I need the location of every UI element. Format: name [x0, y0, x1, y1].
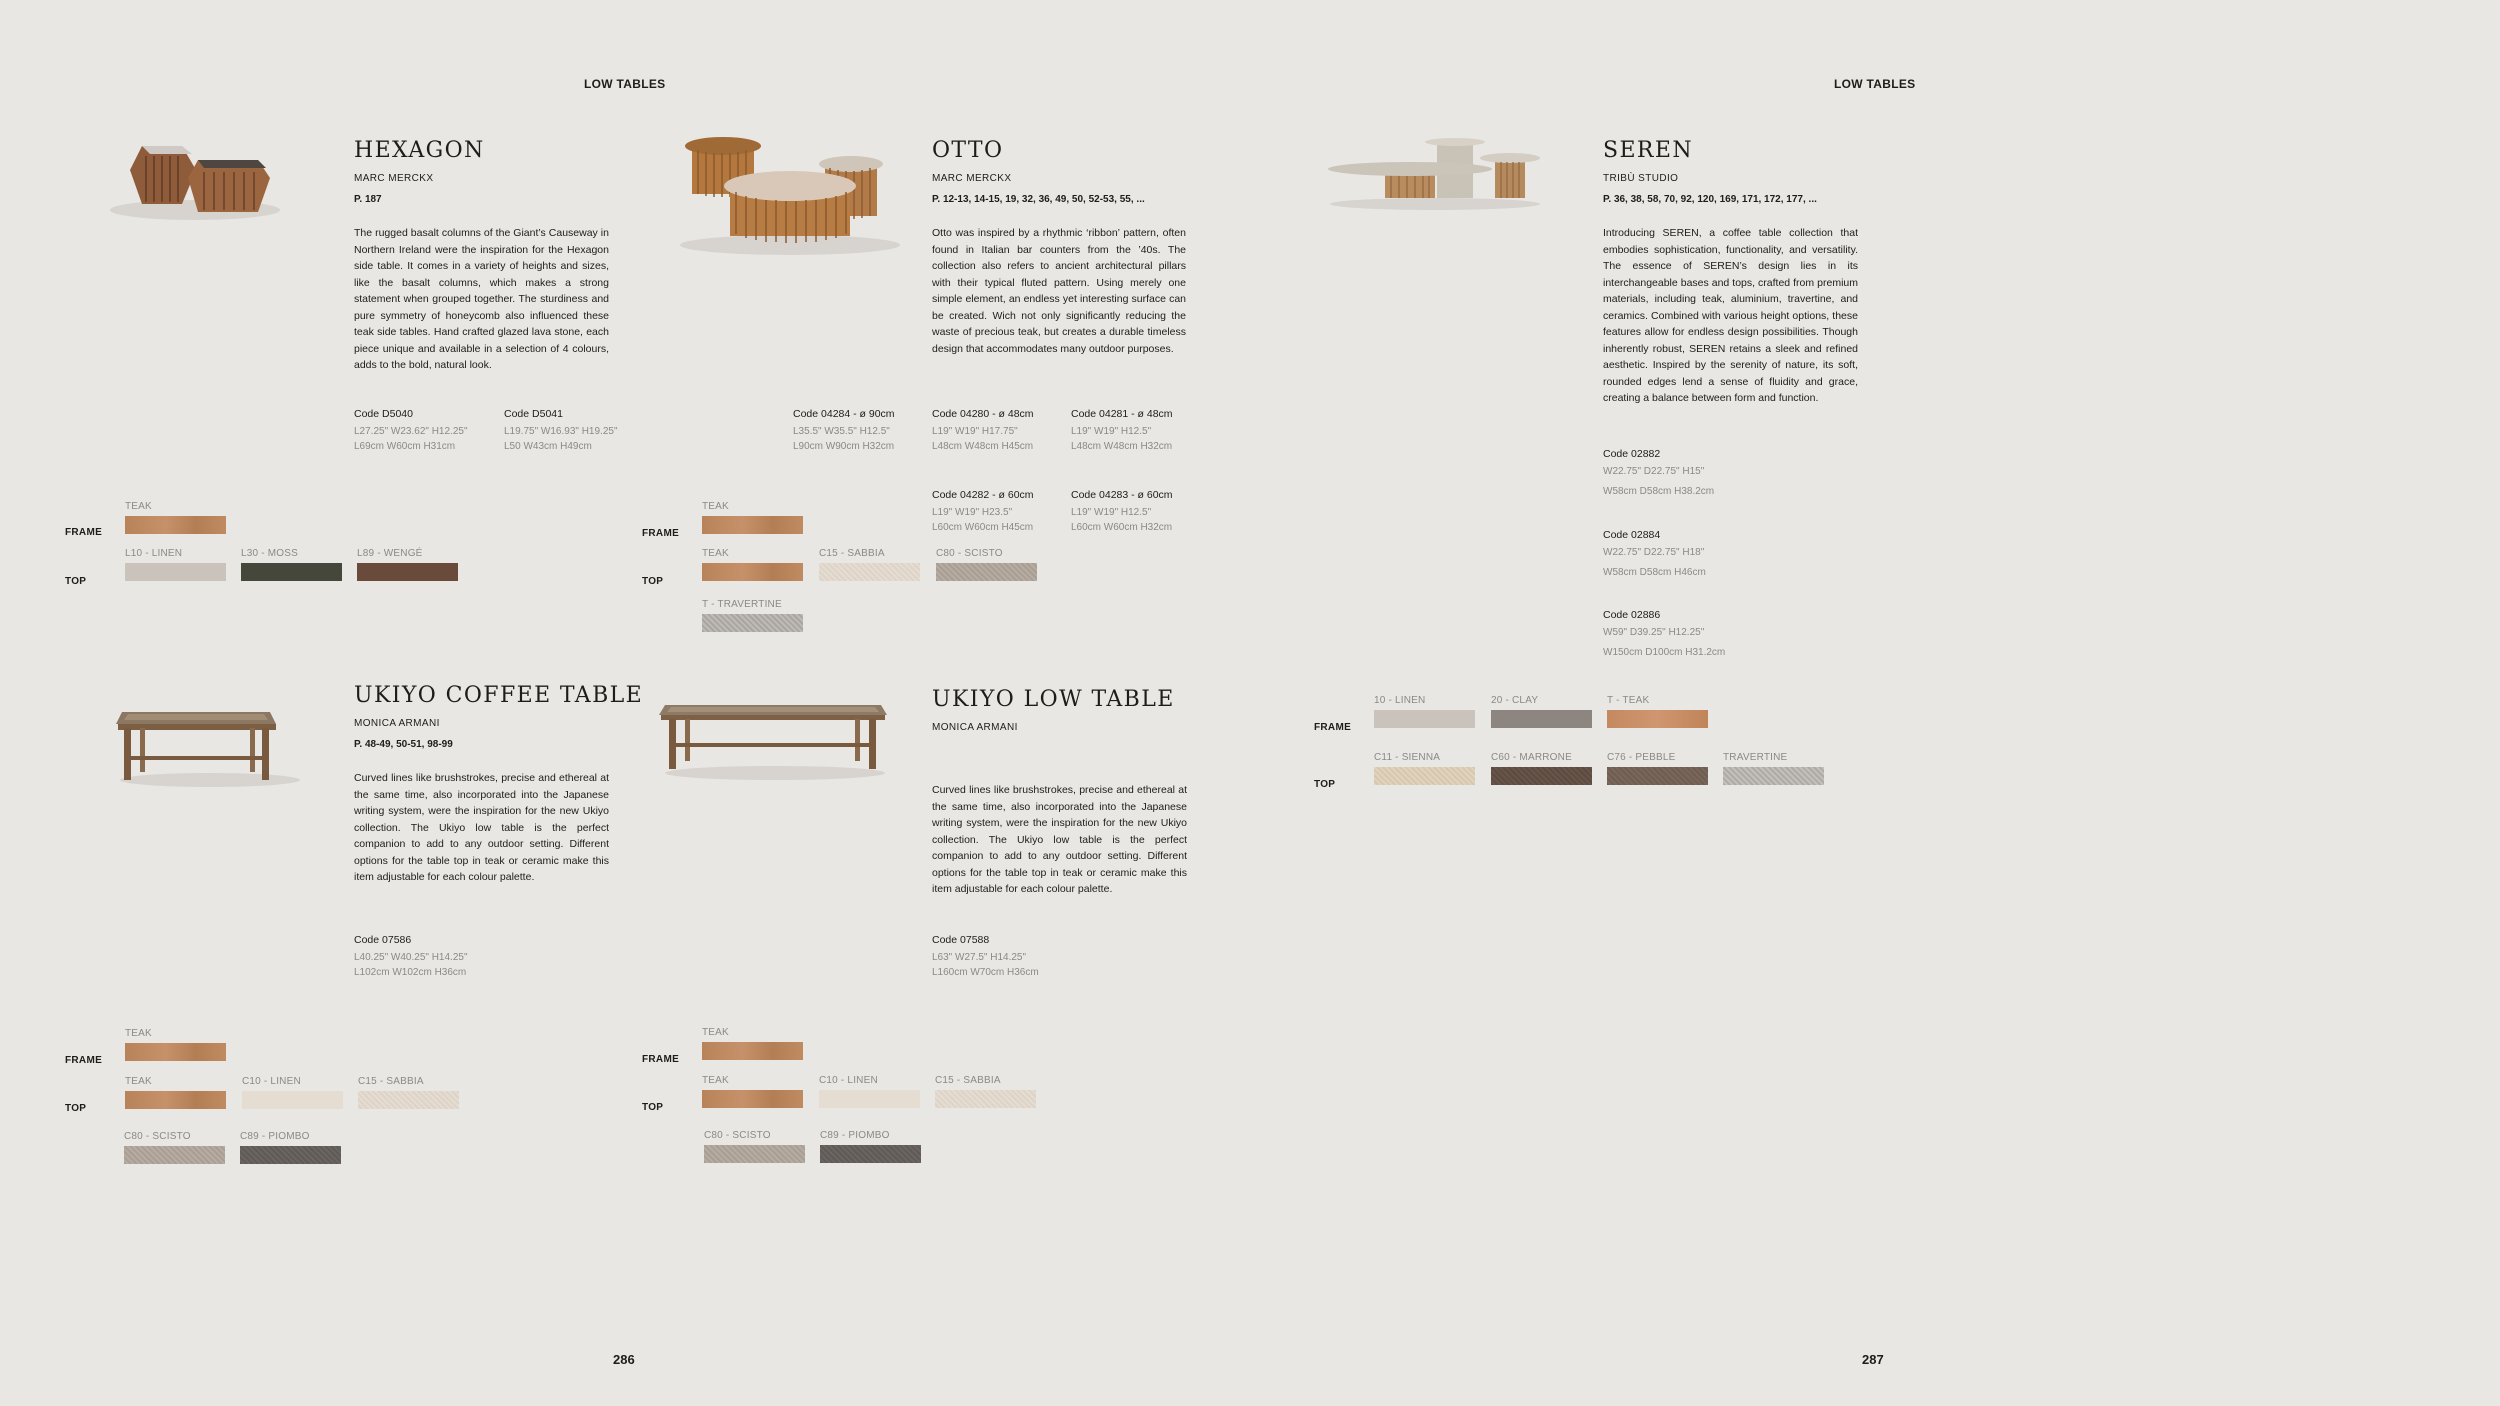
ukiyo-coffee-product-photo: [100, 700, 300, 790]
page-references: P. 48-49, 50-51, 98-99: [354, 739, 453, 750]
swatch-marrone[interactable]: C60 - MARRONE: [1491, 752, 1592, 785]
product-description: Curved lines like brushstrokes, precise and ethereal at the same time, also incorporated into the Japanese writing system, were the inspiration for the new Ukiyo collection. The Ukiyo low table is the perfect companion to add to any outdoor setting. Different options for the table top in teak or ceramic make this item adjustable for each colour palette.: [354, 772, 609, 883]
ukiyo-coffee-info: [354, 683, 644, 886]
swatch-linen[interactable]: C10 - LINEN: [819, 1075, 920, 1108]
designer-name: MARC MERCKX: [354, 173, 434, 184]
dimensions: L19.75" W16.93" H19.25" L50 W43cm H49cm: [504, 426, 618, 452]
swatch-pebble[interactable]: C76 - PEBBLE: [1607, 752, 1708, 785]
top-label: TOP: [65, 576, 87, 587]
product-title: SEREN: [1603, 138, 1694, 163]
swatch-linen[interactable]: 10 - LINEN: [1374, 695, 1475, 728]
hexagon-info: [354, 138, 609, 374]
product-title: UKIYO COFFEE TABLE: [354, 683, 644, 708]
designer-name: MONICA ARMANI: [354, 718, 440, 729]
swatch-scisto[interactable]: C80 - SCISTO: [704, 1130, 805, 1163]
top-label: TOP: [642, 1102, 664, 1113]
product-description: The rugged basalt columns of the Giant’s Causeway in Northern Ireland were the inspiration for the Hexagon side table. It comes in a variety of heights and sizes, like the basalt columns, which makes a strong statement when grouped together. The sturdiness and pure symmetry of honeycomb also influenced these teak side tables. Hand crafted glazed lava stone, each piece unique and available in a selection of 4 colours, adds to the bold, natural look.: [354, 227, 609, 371]
swatch-travertine[interactable]: T - TRAVERTINE: [702, 599, 803, 632]
page-references: P. 36, 38, 58, 70, 92, 120, 169, 171, 172, 177, ...: [1603, 194, 1817, 205]
frame-label: FRAME: [642, 1054, 680, 1065]
frame-label: FRAME: [65, 527, 103, 538]
swatch-teak[interactable]: TEAK: [125, 1028, 226, 1061]
swatch-linen[interactable]: C10 - LINEN: [242, 1076, 343, 1109]
code-block: Code 02886 W59" D39.25" H12.25" W150cm D100cm H31.2cm: [1603, 609, 1726, 658]
swatch-scisto[interactable]: C80 - SCISTO: [936, 548, 1037, 581]
code-block: Code 02882 W22.75" D22.75" H15" W58cm D58cm H38.2cm: [1603, 448, 1715, 497]
swatch-scisto[interactable]: C80 - SCISTO: [124, 1131, 225, 1164]
swatch-linen[interactable]: L10 - LINEN: [125, 548, 226, 581]
designer-name: MARC MERCKX: [932, 173, 1012, 184]
designer-name: TRIBÙ STUDIO: [1603, 173, 1679, 184]
page-references: P. 12-13, 14-15, 19, 32, 36, 49, 50, 52-53, 55, ...: [932, 194, 1145, 205]
seren-product-photo: [1325, 132, 1555, 212]
top-label: TOP: [65, 1103, 87, 1114]
swatch-clay[interactable]: 20 - CLAY: [1491, 695, 1592, 728]
code-block: [504, 408, 618, 454]
product-code: Code D5040: [354, 408, 413, 420]
page-references: P. 187: [354, 194, 382, 205]
swatch-teak[interactable]: TEAK: [702, 548, 803, 581]
ukiyo-low-product-photo: [655, 695, 895, 785]
swatch-teak[interactable]: TEAK: [125, 501, 226, 534]
swatch-wenge[interactable]: L89 - WENGÉ: [357, 548, 458, 581]
otto-product-photo: [670, 130, 910, 260]
swatch-teak[interactable]: TEAK: [702, 501, 803, 534]
product-title: HEXAGON: [354, 138, 485, 163]
seren-info: [1603, 138, 1858, 407]
swatch-teak[interactable]: T - TEAK: [1607, 695, 1708, 728]
dimensions: L27.25" W23.62" H12.25" L69cm W60cm H31cm: [354, 426, 468, 452]
swatch-sabbia[interactable]: C15 - SABBIA: [935, 1075, 1036, 1108]
code-block: [354, 408, 468, 454]
code-block: Code 04283 - ø 60cm L19" W19" H12.5" L60cm W60cm H32cm: [1071, 489, 1173, 533]
page-section-title-left: LOW TABLES: [584, 77, 666, 91]
swatch-teak[interactable]: TEAK: [702, 1027, 803, 1060]
code-block: Code 04282 - ø 60cm L19" W19" H23.5" L60cm W60cm H45cm: [932, 489, 1034, 533]
otto-info: [932, 138, 1186, 357]
swatch-sabbia[interactable]: C15 - SABBIA: [358, 1076, 459, 1109]
swatch-travertine[interactable]: TRAVERTINE: [1723, 752, 1824, 785]
ukiyo-low-info: [932, 687, 1187, 898]
swatch-piombo[interactable]: C89 - PIOMBO: [820, 1130, 921, 1163]
product-title: OTTO: [932, 138, 1004, 163]
product-code: Code D5041: [504, 408, 563, 420]
code-block: Code 04281 - ø 48cm L19" W19" H12.5" L48cm W48cm H32cm: [1071, 408, 1173, 452]
page-number-right: 287: [1862, 1352, 1884, 1367]
code-block: Code 07588 L63" W27.5" H14.25" L160cm W70cm H36cm: [932, 934, 1039, 978]
product-title: UKIYO LOW TABLE: [932, 687, 1175, 712]
swatch-moss[interactable]: L30 - MOSS: [241, 548, 342, 581]
product-description: Introducing SEREN, a coffee table collection that embodies sophistication, functionality, and versatility. The essence of SEREN’s design lies in its interchangeable bases and tops, crafted from premium materials, including teak, aluminium, travertine, and ceramics. Combined with various height options, these features allow for endless design possibilities. Though inherently robust, SEREN retains a sleek and refined aesthetic. Inspired by the serenity of nature, its soft, rounded edges lend a sense of fluidity and grace, creating a balance between form and function.: [1603, 227, 1858, 404]
frame-label: FRAME: [642, 528, 680, 539]
code-block: Code 04284 - ø 90cm L35.5" W35.5" H12.5" L90cm W90cm H32cm: [793, 408, 895, 452]
code-block: Code 07586 L40.25" W40.25" H14.25" L102cm W102cm H36cm: [354, 934, 468, 978]
page-section-title-right: LOW TABLES: [1834, 77, 1916, 91]
frame-label: FRAME: [65, 1055, 103, 1066]
top-label: TOP: [642, 576, 664, 587]
hexagon-product-photo: [100, 130, 280, 230]
designer-name: MONICA ARMANI: [932, 722, 1018, 733]
page-number-left: 286: [613, 1352, 635, 1367]
top-label: TOP: [1314, 779, 1336, 790]
code-block: Code 04280 - ø 48cm L19" W19" H17.75" L48cm W48cm H45cm: [932, 408, 1034, 452]
swatch-sabbia[interactable]: C15 - SABBIA: [819, 548, 920, 581]
product-description: Otto was inspired by a rhythmic ‘ribbon’ pattern, often found in Italian bar counters from the ’40s. The collection also refers to ancient architectural pillars with their typical fluted pattern. Using merely one simple element, an endless yet interesting surface can be created. Wich not only significantly reducing the waste of precious teak, but creates a durable timeless design that accommodates many outdoor purposes.: [932, 227, 1186, 355]
swatch-teak[interactable]: TEAK: [702, 1075, 803, 1108]
swatch-sienna[interactable]: C11 - SIENNA: [1374, 752, 1475, 785]
product-description: Curved lines like brushstrokes, precise and ethereal at the same time, also incorporated into the Japanese writing system, were the inspiration for the new Ukiyo collection. The Ukiyo low table is the perfect companion to add to any outdoor setting. Different options for the table top in teak or ceramic make this item adjustable for each colour palette.: [932, 784, 1187, 895]
swatch-piombo[interactable]: C89 - PIOMBO: [240, 1131, 341, 1164]
code-block: Code 02884 W22.75" D22.75" H18" W58cm D58cm H46cm: [1603, 529, 1706, 578]
swatch-teak[interactable]: TEAK: [125, 1076, 226, 1109]
frame-label: FRAME: [1314, 722, 1352, 733]
